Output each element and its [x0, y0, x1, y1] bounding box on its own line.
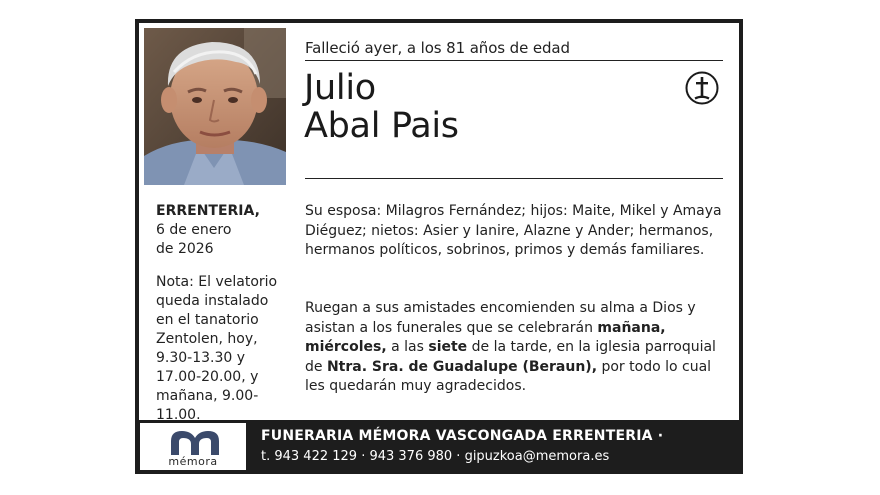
logo-wordmark: mémora — [168, 455, 218, 468]
town-name: ERRENTERIA, — [156, 203, 260, 219]
memora-logo-icon — [167, 427, 223, 455]
funeral-hour: siete — [428, 339, 468, 355]
date-line-2: de 2026 — [156, 241, 214, 257]
obituary-body — [139, 23, 739, 423]
funeral-text-4: por todo lo cual les quedarán muy agradecidos. — [305, 358, 712, 394]
company-name: FUNERARIA MÉMORA VASCONGADA ERRENTERIA · — [261, 428, 664, 444]
obituary-card — [135, 19, 743, 474]
footer-bar — [135, 420, 743, 474]
last-name: Abal Pais — [304, 106, 459, 146]
deceased-name — [304, 69, 459, 145]
headline: Falleció ayer, a los 81 años de edad — [305, 39, 570, 57]
location-column — [156, 202, 286, 425]
contact-line: t. 943 422 129 · 943 376 980 · gipuzkoa@memora.es — [261, 449, 610, 464]
cross-icon — [685, 71, 719, 105]
funeral-paragraph — [305, 299, 725, 397]
divider-top — [305, 60, 723, 61]
first-name: Julio — [304, 68, 376, 108]
funeral-text-3: de la tarde, en la iglesia parroquial de — [305, 339, 716, 375]
divider-middle — [305, 178, 723, 179]
notice-column — [300, 23, 735, 413]
funeral-day: mañana, miércoles, — [305, 319, 666, 355]
funeral-text-2: a las — [386, 339, 429, 355]
memora-logo — [140, 423, 246, 470]
family-paragraph: Su esposa: Milagros Fernández; hijos: Maite, Mikel y Amaya Diéguez; nietos: Asier y Ianire, Alazne y Ander; hermanos, hermanos políticos, sobrinos, primos y demás familiares. — [305, 203, 722, 258]
funeral-church: Ntra. Sra. de Guadalupe (Beraun), — [326, 358, 598, 375]
portrait-illustration — [144, 28, 286, 185]
funeral-text-1: Ruegan a sus amistades encomienden su alma a Dios y asistan a los funerales que se celebrarán — [305, 300, 696, 336]
date-line-1: 6 de enero — [156, 222, 232, 238]
portrait-photo — [144, 28, 286, 185]
wake-note: Nota: El velatorio queda instalado en el tanatorio Zentolen, hoy, 9.30-13.30 y 17.00-20.00, y mañana, 9.00-11.00. — [156, 274, 278, 423]
